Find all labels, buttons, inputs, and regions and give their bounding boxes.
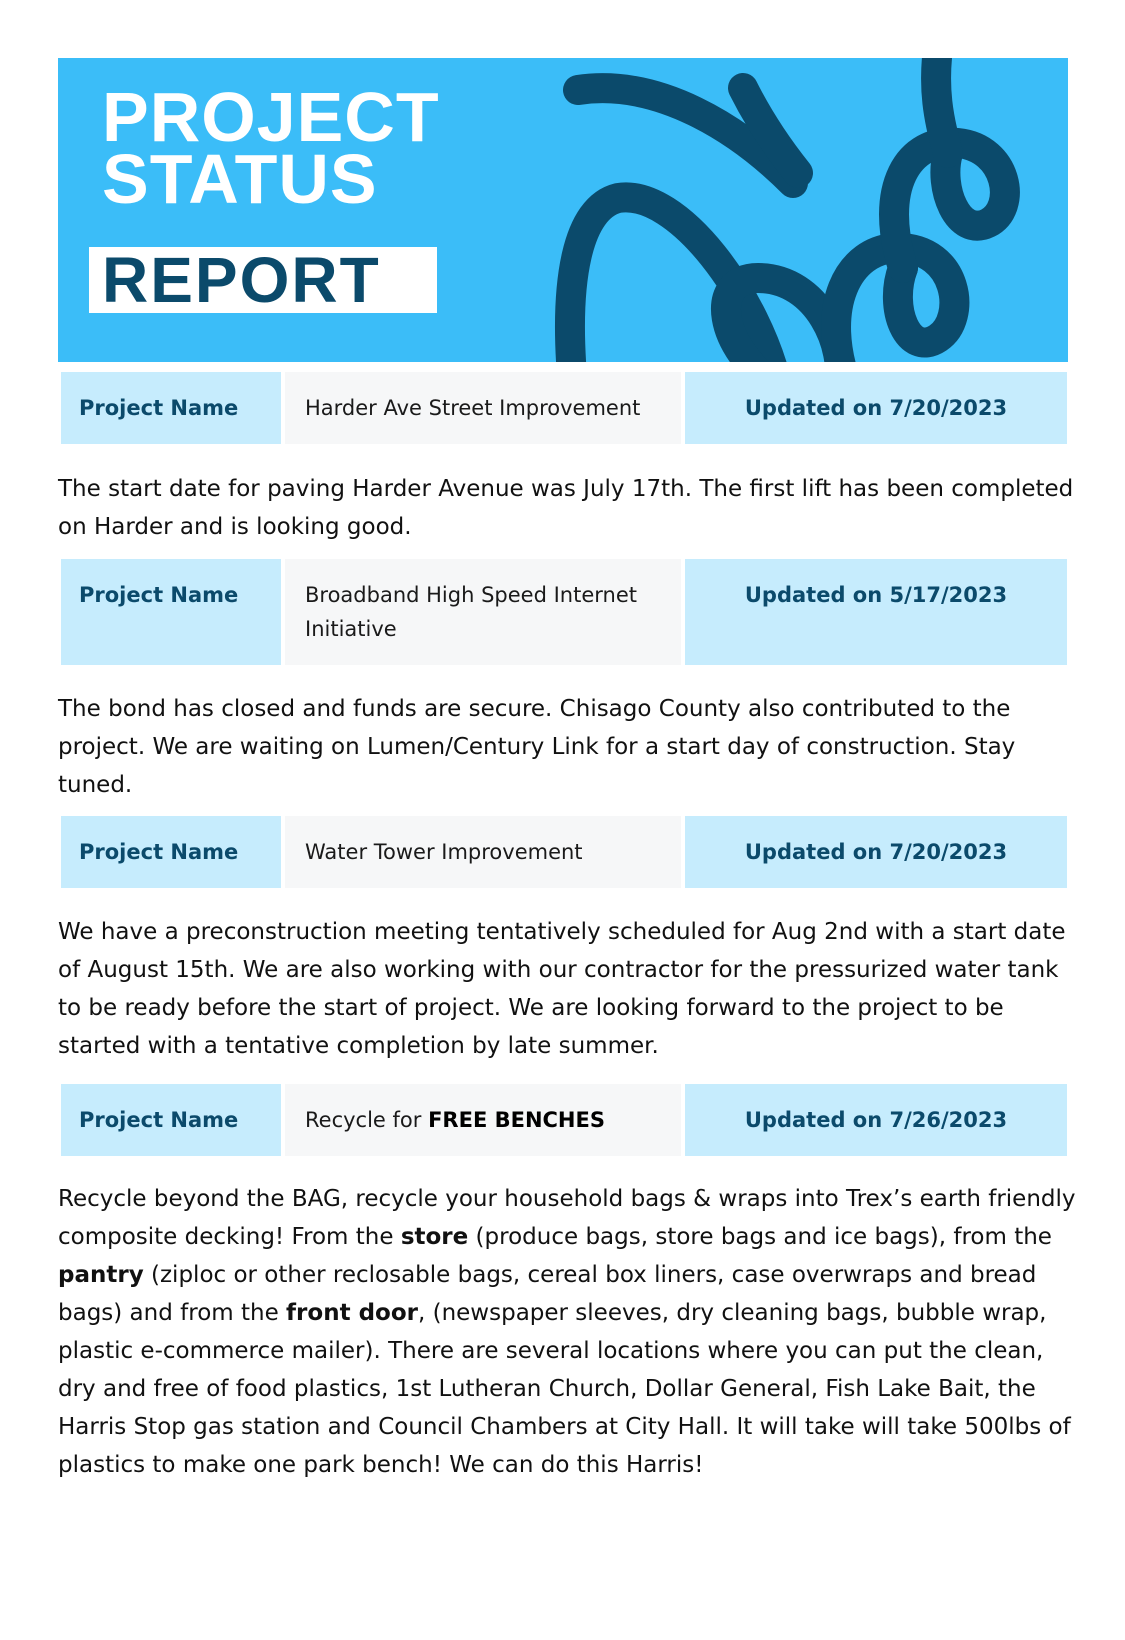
project-updated-date: Updated on 7/20/2023 bbox=[685, 372, 1067, 444]
project-updated-date: Updated on 7/20/2023 bbox=[685, 816, 1067, 888]
description-bold-front-door: front door bbox=[286, 1300, 418, 1326]
project-description-recycle bbox=[58, 1180, 1078, 1484]
project-row-water-tower bbox=[61, 816, 1067, 888]
project-name-value: Harder Ave Street Improvement bbox=[285, 372, 681, 444]
project-updated-date: Updated on 7/26/2023 bbox=[685, 1084, 1067, 1156]
project-description-water-tower: We have a preconstruction meeting tentatively scheduled for Aug 2nd with a start date of August 15th. We are also working with our contractor for the pressurized water tank to be ready before the start of project. We are looking forward to the project to be started with a tentative completion by late summer. bbox=[58, 919, 1066, 1059]
title-project: PROJECT bbox=[102, 78, 440, 156]
project-name-label: Project Name bbox=[61, 816, 281, 888]
header-banner bbox=[58, 58, 1068, 362]
description-text: , (newspaper sleeves, dry cleaning bags, bubble wrap, plastic e-commerce mailer). There are several locations where you can put the clean, dry and free of food plastics, 1st Lutheran Church, Dollar General, Fish Lake Bait, the Harris Stop gas station and Council Chambers at City Hall. It will take will take 500lbs of plastics to make one park bench! We can do this Harris! bbox=[58, 1300, 1071, 1478]
project-name-bold: FREE BENCHES bbox=[428, 1108, 605, 1132]
project-name-label: Project Name bbox=[61, 559, 281, 665]
description-text: Recycle beyond the BAG, recycle your household bags & wraps into Trex’s earth friendly composite decking! From the bbox=[58, 1186, 1076, 1250]
project-description-harder-ave: The start date for paving Harder Avenue was July 17th. The first lift has been completed on Harder and is looking good. bbox=[58, 476, 1074, 540]
project-name-prefix: Recycle for bbox=[305, 1108, 429, 1132]
project-name-label: Project Name bbox=[61, 372, 281, 444]
title-status: STATUS bbox=[102, 140, 378, 218]
project-name-label: Project Name bbox=[61, 1084, 281, 1156]
project-row-harder-ave bbox=[61, 372, 1067, 444]
project-description-broadband: The bond has closed and funds are secure. Chisago County also contributed to the project. We are waiting on Lumen/Century Link for a start day of construction. Stay tuned. bbox=[58, 696, 1016, 798]
project-name-value: Broadband High Speed Internet Initiative bbox=[285, 559, 681, 665]
description-text: (ziploc or other reclosable bags, cereal box liners, case overwraps and bread bags) and from the bbox=[58, 1262, 1037, 1326]
project-row-recycle bbox=[61, 1084, 1067, 1156]
project-name-value: Water Tower Improvement bbox=[285, 816, 681, 888]
project-row-broadband bbox=[61, 559, 1067, 665]
description-bold-pantry: pantry bbox=[58, 1262, 144, 1288]
report-label-box bbox=[89, 244, 437, 316]
description-bold-store: store bbox=[400, 1224, 469, 1250]
project-updated-date: Updated on 5/17/2023 bbox=[685, 559, 1067, 665]
title-report: REPORT bbox=[102, 244, 381, 316]
description-text: (produce bags, store bags and ice bags), from the bbox=[468, 1224, 1052, 1250]
project-name-value bbox=[285, 1084, 681, 1156]
